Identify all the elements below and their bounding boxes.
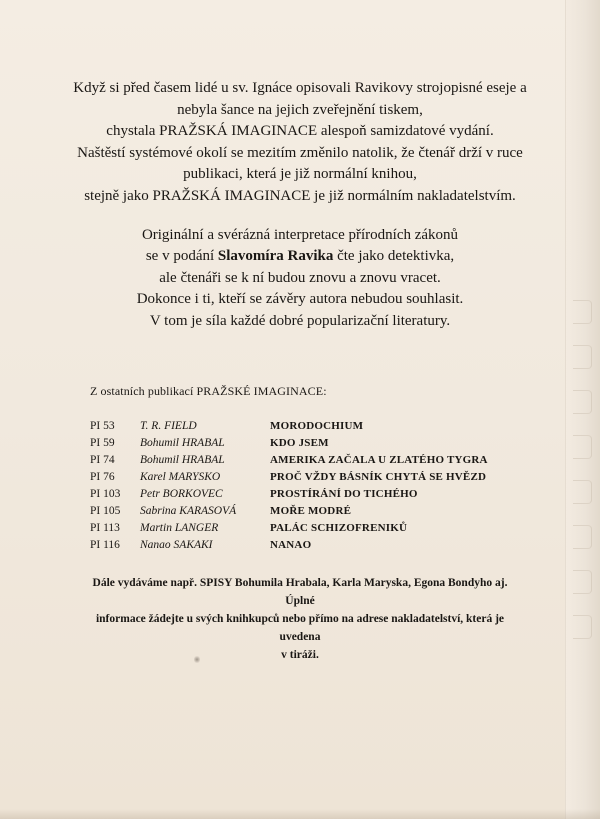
intro-text-fragment: čte jako detektivka, [333, 248, 455, 265]
publication-title: AMERIKA ZAČALA U ZLATÉHO TYGRA [270, 454, 488, 466]
publication-row [90, 452, 530, 469]
footer-line: informace žádejte u svých knihkupců nebo přímo na adrese nakladatelství, která je uvedena [95, 613, 505, 643]
publication-title: PALÁC SCHIZOFRENIKŮ [270, 522, 408, 534]
edge-notch [573, 435, 592, 459]
publication-title: NANAO [270, 539, 312, 551]
publication-row [90, 503, 530, 520]
publication-author: Bohumil HRABAL [140, 437, 225, 449]
intro-text [60, 78, 540, 333]
edge-notch [573, 300, 592, 324]
intro-line: Naštěstí systémové okolí se mezitím změnilo natolik, že čtenář drží v ruce [77, 144, 523, 161]
publication-author: Bohumil HRABAL [140, 454, 225, 466]
edge-notch [573, 345, 592, 369]
intro-line: Originální a svérázná interpretace přírodních zákonů [141, 226, 459, 243]
intro-line: ale čtenáři se k ní budou znovu a znovu vracet. [159, 269, 441, 286]
edge-notch [573, 480, 592, 504]
publication-author: Nanao SAKAKI [140, 539, 213, 551]
intro-line: nebyla šance na jejich zveřejnění tiskem, [177, 101, 423, 118]
publication-title: MOŘE MODRÉ [270, 505, 352, 517]
publication-row [90, 537, 530, 554]
intro-line: publikaci, která je již normální knihou, [183, 166, 417, 183]
publication-row [90, 486, 530, 503]
paragraph-gap [60, 208, 540, 225]
publication-author: Karel MARYSKO [140, 471, 221, 483]
publication-row [90, 520, 530, 537]
publication-title: MORODOCHIUM [270, 420, 364, 432]
publication-author: Petr BORKOVEC [140, 488, 223, 500]
publication-author: T. R. FIELD [140, 420, 197, 432]
publication-row [90, 469, 530, 486]
intro-line: V tom je síla každé dobré popularizační literatury. [149, 312, 451, 329]
edge-notch [573, 615, 592, 639]
publication-code: PI 76 [90, 471, 115, 483]
footer-note [88, 574, 512, 664]
page-shadow [0, 809, 600, 819]
intro-line: chystala PRAŽSKÁ IMAGINACE alespoň samizdatové vydání. [106, 123, 494, 140]
publication-code: PI 116 [90, 539, 120, 551]
intro-line: Když si před časem lidé u sv. Ignáce opisovali Ravikovy strojopisné eseje a [73, 80, 527, 96]
publication-code: PI 74 [90, 454, 115, 466]
publication-title: KDO JSEM [270, 437, 329, 449]
intro-line [60, 246, 540, 268]
footer-line: Dále vydáváme např. SPISY Bohumila Hrabala, Karla Maryska, Egona Bondyho aj. Úplné [92, 577, 508, 607]
publications-heading: Z ostatních publikací PRAŽSKÉ IMAGINACE: [90, 384, 327, 398]
edge-notch [573, 525, 592, 549]
publication-title: PROČ VŽDY BÁSNÍK CHYTÁ SE HVĚZD [270, 471, 487, 483]
publication-title: PROSTÍRÁNÍ DO TICHÉHO [270, 488, 418, 500]
publication-row [90, 435, 530, 452]
publication-code: PI 105 [90, 505, 121, 517]
publication-code: PI 113 [90, 522, 120, 534]
publication-code: PI 59 [90, 437, 115, 449]
publication-code: PI 103 [90, 488, 121, 500]
edge-notch [573, 390, 592, 414]
intro-line: Dokonce i ti, kteří se závěry autora nebudou souhlasit. [136, 291, 464, 308]
ink-smudge [194, 655, 200, 664]
edge-notch [573, 570, 592, 594]
publication-author: Martin LANGER [140, 522, 219, 534]
intro-text-fragment: se v podání [145, 248, 218, 265]
publication-author: Sabrina KARASOVÁ [140, 505, 237, 517]
publication-code: PI 53 [90, 420, 115, 432]
intro-line: stejně jako PRAŽSKÁ IMAGINACE je již normálním nakladatelstvím. [84, 187, 516, 204]
author-name: Slavomíra Ravika [217, 248, 334, 265]
publication-row [90, 418, 530, 435]
footer-line: v tiráži. [281, 649, 319, 661]
page-edge [565, 0, 600, 819]
publications-list [90, 418, 530, 554]
